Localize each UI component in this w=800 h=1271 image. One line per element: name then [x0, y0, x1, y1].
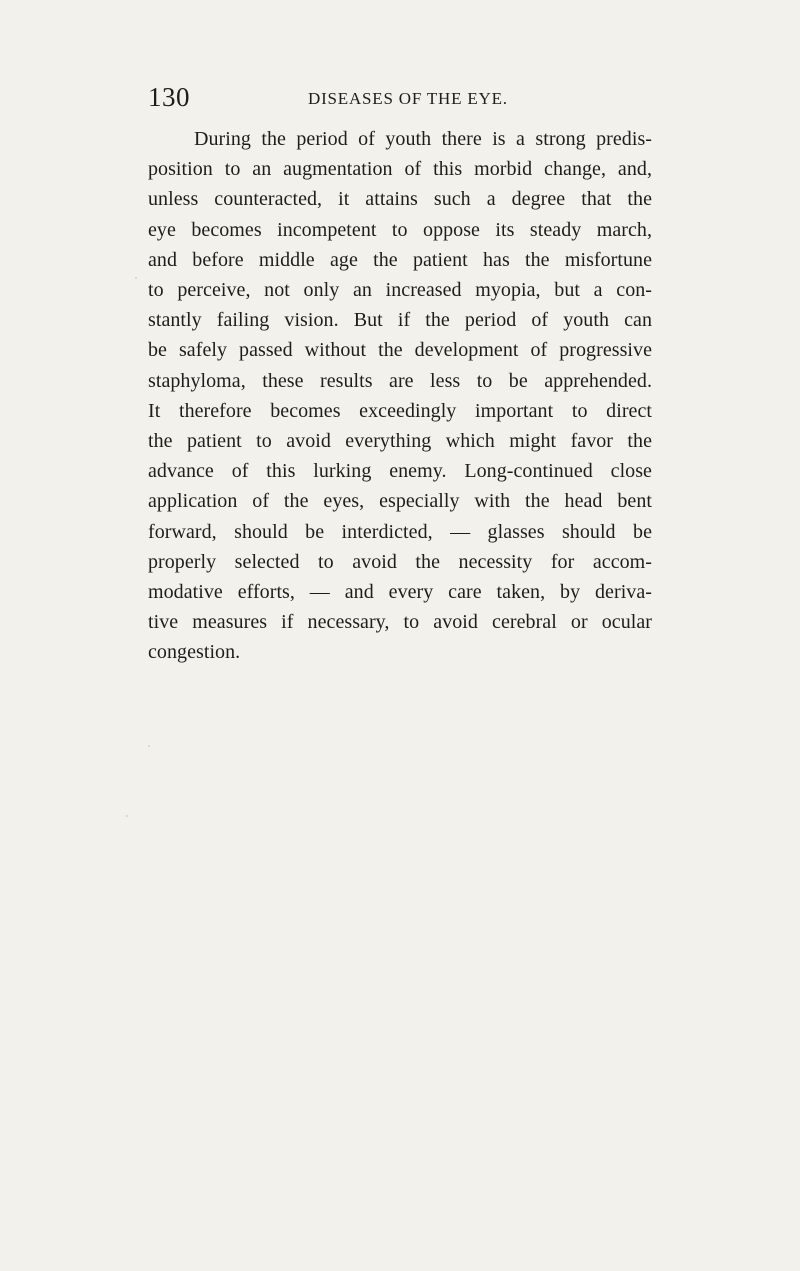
paper-speck — [135, 277, 137, 279]
paragraph-line: the patient to avoid everything which might favor the — [148, 430, 652, 453]
paragraph-line: eye becomes incompetent to oppose its steady march, — [148, 218, 652, 241]
paragraph-line: and before middle age the patient has the misfortune — [148, 248, 652, 271]
paragraph-line: properly selected to avoid the necessity for accom- — [148, 550, 652, 573]
running-head — [148, 82, 548, 116]
paragraph-line: staphyloma, these results are less to be apprehended. — [148, 369, 652, 392]
paragraph-line: advance of this lurking enemy. Long-continued close — [148, 460, 652, 483]
page-header-title: DISEASES OF THE EYE. — [308, 89, 508, 108]
paragraph-line: It therefore becomes exceedingly important to direct — [148, 399, 652, 422]
page-number: 130 — [148, 82, 190, 112]
paragraph-line: tive measures if necessary, to avoid cerebral or ocular — [148, 611, 652, 634]
paragraph-line: congestion. — [148, 641, 241, 664]
body-paragraph — [148, 124, 652, 668]
paragraph-line: unless counteracted, it attains such a degree that the — [148, 188, 652, 211]
paragraph-line: position to an augmentation of this morbid change, and, — [148, 158, 652, 181]
paper-speck — [148, 745, 150, 747]
paper-speck — [126, 815, 128, 817]
paragraph-line: to perceive, not only an increased myopia, but a con- — [148, 279, 652, 302]
paragraph-line: During the period of youth there is a strong predis- — [194, 128, 652, 150]
paragraph-line: forward, should be interdicted, — glasses should be — [148, 520, 652, 543]
paragraph-line: application of the eyes, especially with the head bent — [148, 490, 652, 513]
paragraph-line: be safely passed without the development of progressive — [148, 339, 652, 362]
paragraph-line: stantly failing vision. But if the period of youth can — [148, 309, 652, 332]
paragraph-line: modative efforts, — and every care taken, by deriva- — [148, 581, 652, 604]
